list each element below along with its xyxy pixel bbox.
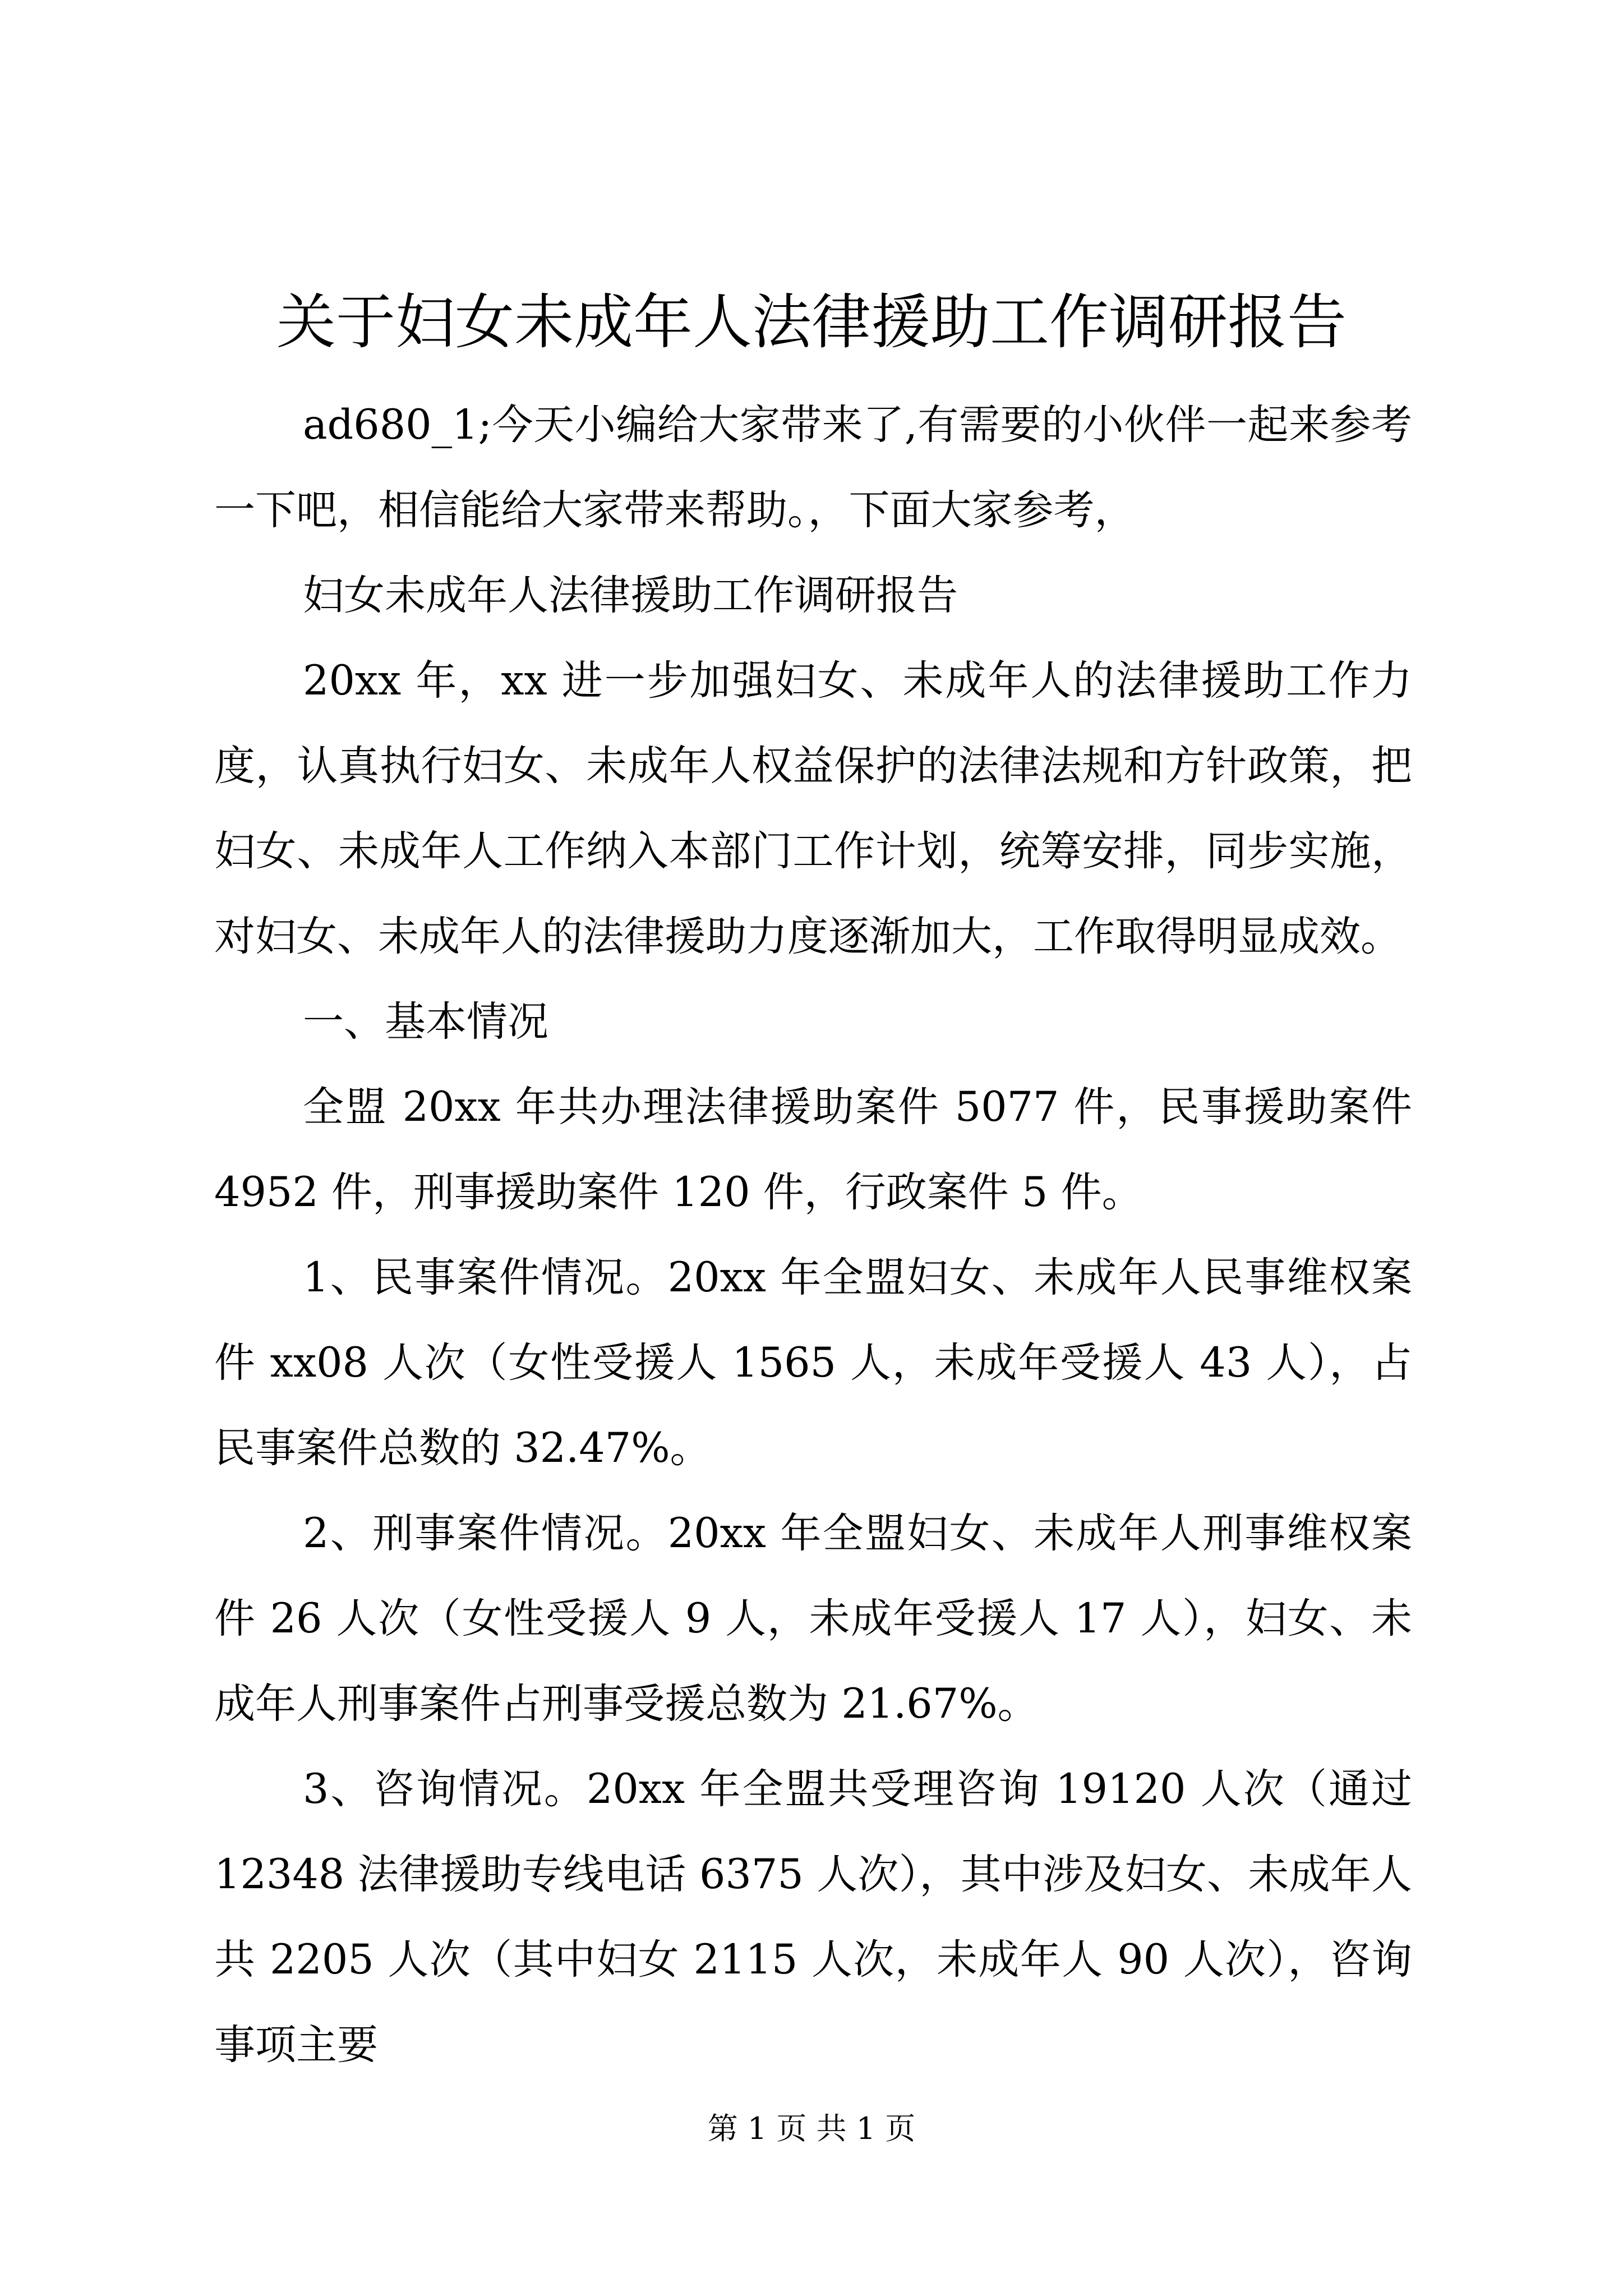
page-footer: 第 1 页 共 1 页 bbox=[707, 2111, 916, 2146]
document-body bbox=[214, 383, 1412, 2088]
section-heading-basic: 一、基本情况 bbox=[303, 998, 548, 1046]
document-title: 关于妇女未成年人法律援助工作调研报告 bbox=[276, 288, 1347, 357]
paragraph-intro: ad680_1;今天小编给大家带来了,有需要的小伙伴一起来参考一下吧，相信能给大家带来帮助。，下面大家参考， bbox=[214, 401, 1412, 534]
paragraph-civil-cases: 1、民事案件情况。20xx 年全盟妇女、未成年人民事维权案件 xx08 人次（女性受援人 1565 人，未成年受援人 43 人），占民事案件总数的 32.47%。 bbox=[214, 1254, 1412, 1472]
paragraph-criminal-cases: 2、刑事案件情况。20xx 年全盟妇女、未成年人刑事维权案件 26 人次（女性受援人 9 人，未成年受援人 17 人），妇女、未成年人刑事案件占刑事受援总数为 21.67%。 bbox=[214, 1510, 1412, 1728]
paragraph-case-totals: 全盟 20xx 年共办理法律援助案件 5077 件，民事援助案件 4952 件，刑事援助案件 120 件，行政案件 5 件。 bbox=[214, 1083, 1412, 1216]
paragraph-overview: 20xx 年，xx 进一步加强妇女、未成年人的法律援助工作力度，认真执行妇女、未成年人权益保护的法律法规和方针政策，把妇女、未成年人工作纳入本部门工作计划，统筹安排，同步实施，对妇女、未成年人的法律援助力度逐渐加大，工作取得明显成效。 bbox=[214, 657, 1412, 960]
paragraph-subtitle: 妇女未成年人法律援助工作调研报告 bbox=[303, 572, 958, 619]
paragraph-consultation: 3、咨询情况。20xx 年全盟共受理咨询 19120 人次（通过 12348 法律援助专线电话 6375 人次），其中涉及妇女、未成年人共 2205 人次（其中妇女 2115 人次，未成年人 90 人次），咨询事项主要 bbox=[214, 1765, 1412, 2069]
